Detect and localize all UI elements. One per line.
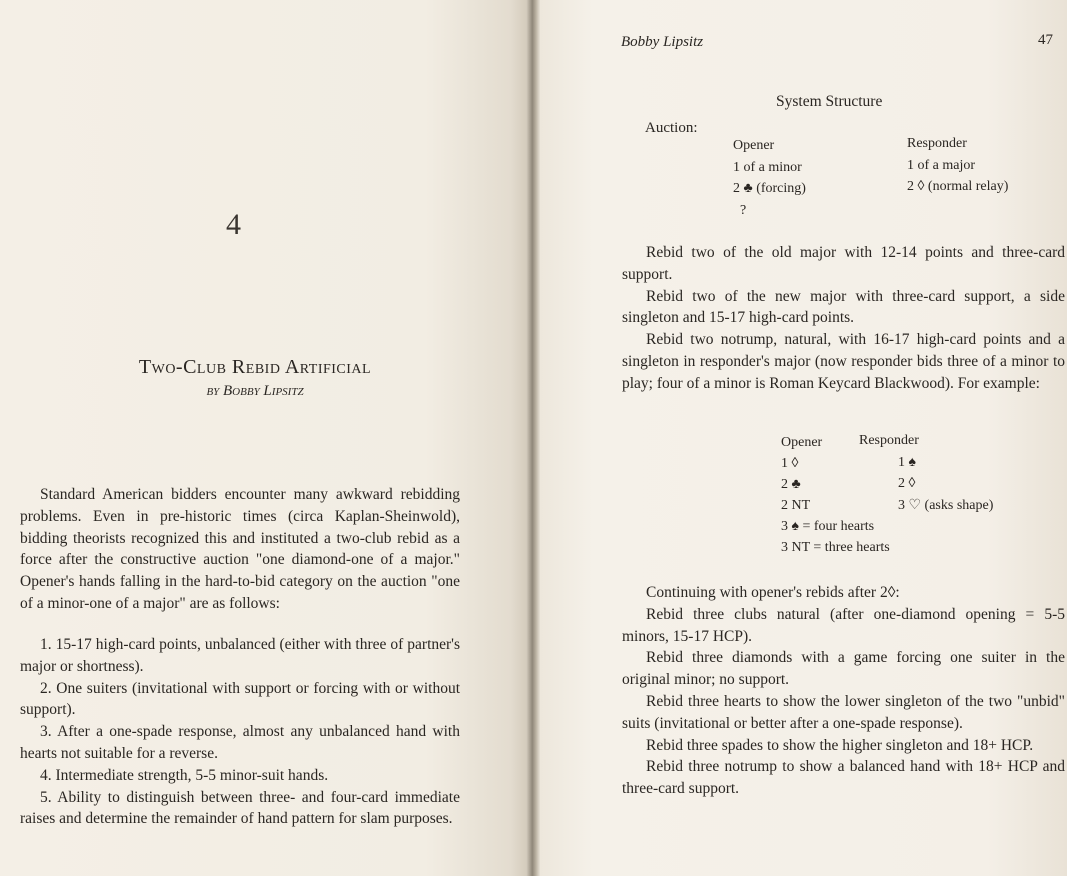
page-number: 47 (1038, 32, 1053, 48)
example-responder-bid: 1 ♠ (898, 455, 916, 470)
example-opener-bid: 2 ♣ (781, 477, 801, 492)
paragraph: Rebid two notrump, natural, with 16-17 high-card points and a singleton in responder's major (now responder bids three of a minor to play; four of a minor is Roman Keycard Blackwood). For example: (622, 331, 1065, 392)
example-opener-header: Opener (781, 435, 823, 450)
example-opener-bid: 3 NT = three hearts (781, 540, 890, 555)
book-gutter (526, 0, 540, 876)
auction-responder-bid: 1 of a major (907, 158, 976, 173)
chapter-byline: by Bobby Lipsitz (206, 383, 304, 399)
example-opener-bid: 2 NT (781, 498, 811, 513)
continuing-line: Continuing with opener's rebids after 2◊: (646, 584, 900, 601)
paragraph: Rebid two of the old major with 12-14 points and three-card support. (622, 244, 1065, 283)
intro-paragraph: Standard American bidders encounter many awkward rebidding problems. Even in pre-historic times (circa Kaplan-Sheinwold), bidding theorists recognized this and instituted a two-club rebid as a force after the constructive auction "one diamond-one of a major." Opener's hands falling in the hard-to-bid category on the auction "one of a minor-one of a major" are as follows: (20, 486, 460, 612)
paragraph: Rebid two of the new major with three-card support, a side singleton and 15-17 high-card points. (622, 287, 1065, 327)
auction-responder-bid: 2 ◊ (normal relay) (907, 179, 1009, 194)
auction-opener-header: Opener (733, 138, 775, 153)
example-responder-header: Responder (859, 433, 919, 448)
example-opener-bid: 1 ◊ (781, 456, 799, 471)
running-head: Bobby Lipsitz (621, 34, 704, 50)
auction-opener-bid: 1 of a minor (733, 160, 802, 175)
paragraph: Rebid three hearts to show the lower singleton of the two "unbid" suits (invitational or better after a one-spade response). (622, 692, 1065, 732)
list-item: 2. One suiters (invitational with support or forcing with or without support). (20, 679, 460, 719)
list-item: 4. Intermediate strength, 5-5 minor-suit hands. (40, 766, 329, 784)
list-item: 1. 15-17 high-card points, unbalanced (either with three of partner's major or shortness). (20, 636, 460, 675)
paragraph: Rebid three clubs natural (after one-diamond opening = 5-5 minors, 15-17 HCP). (622, 605, 1065, 645)
example-opener-bid: 3 ♠ = four hearts (781, 519, 875, 534)
section-title: System Structure (776, 93, 883, 110)
example-responder-bid: 3 ♡ (asks shape) (898, 498, 994, 513)
auction-opener-bid: 2 ♣ (forcing) (733, 181, 806, 196)
chapter-number: 4 (226, 208, 241, 241)
list-item: 5. Ability to distinguish between three- and four-card immediate raises and determine the remainder of hand pattern for slam purposes. (20, 788, 460, 828)
auction-label: Auction: (645, 120, 698, 136)
auction-responder-header: Responder (907, 136, 967, 151)
paragraph: Rebid three spades to show the higher singleton and 18+ HCP. (646, 736, 1034, 754)
chapter-title: Two-Club Rebid Artificial (138, 356, 372, 378)
example-responder-bid: 2 ◊ (898, 476, 916, 491)
paragraph: Rebid three diamonds with a game forcing one suiter in the original minor; no support. (622, 649, 1065, 689)
paragraph-block-a (622, 242, 1065, 395)
auction-opener-bid: ? (740, 203, 747, 218)
paragraph: Rebid three notrump to show a balanced hand with 18+ HCP and three-card support. (622, 758, 1065, 798)
problem-list (20, 634, 460, 830)
paragraph-block-b (622, 582, 1065, 800)
list-item: 3. After a one-spade response, almost any unbalanced hand with hearts not suitable for a reverse. (20, 723, 460, 762)
